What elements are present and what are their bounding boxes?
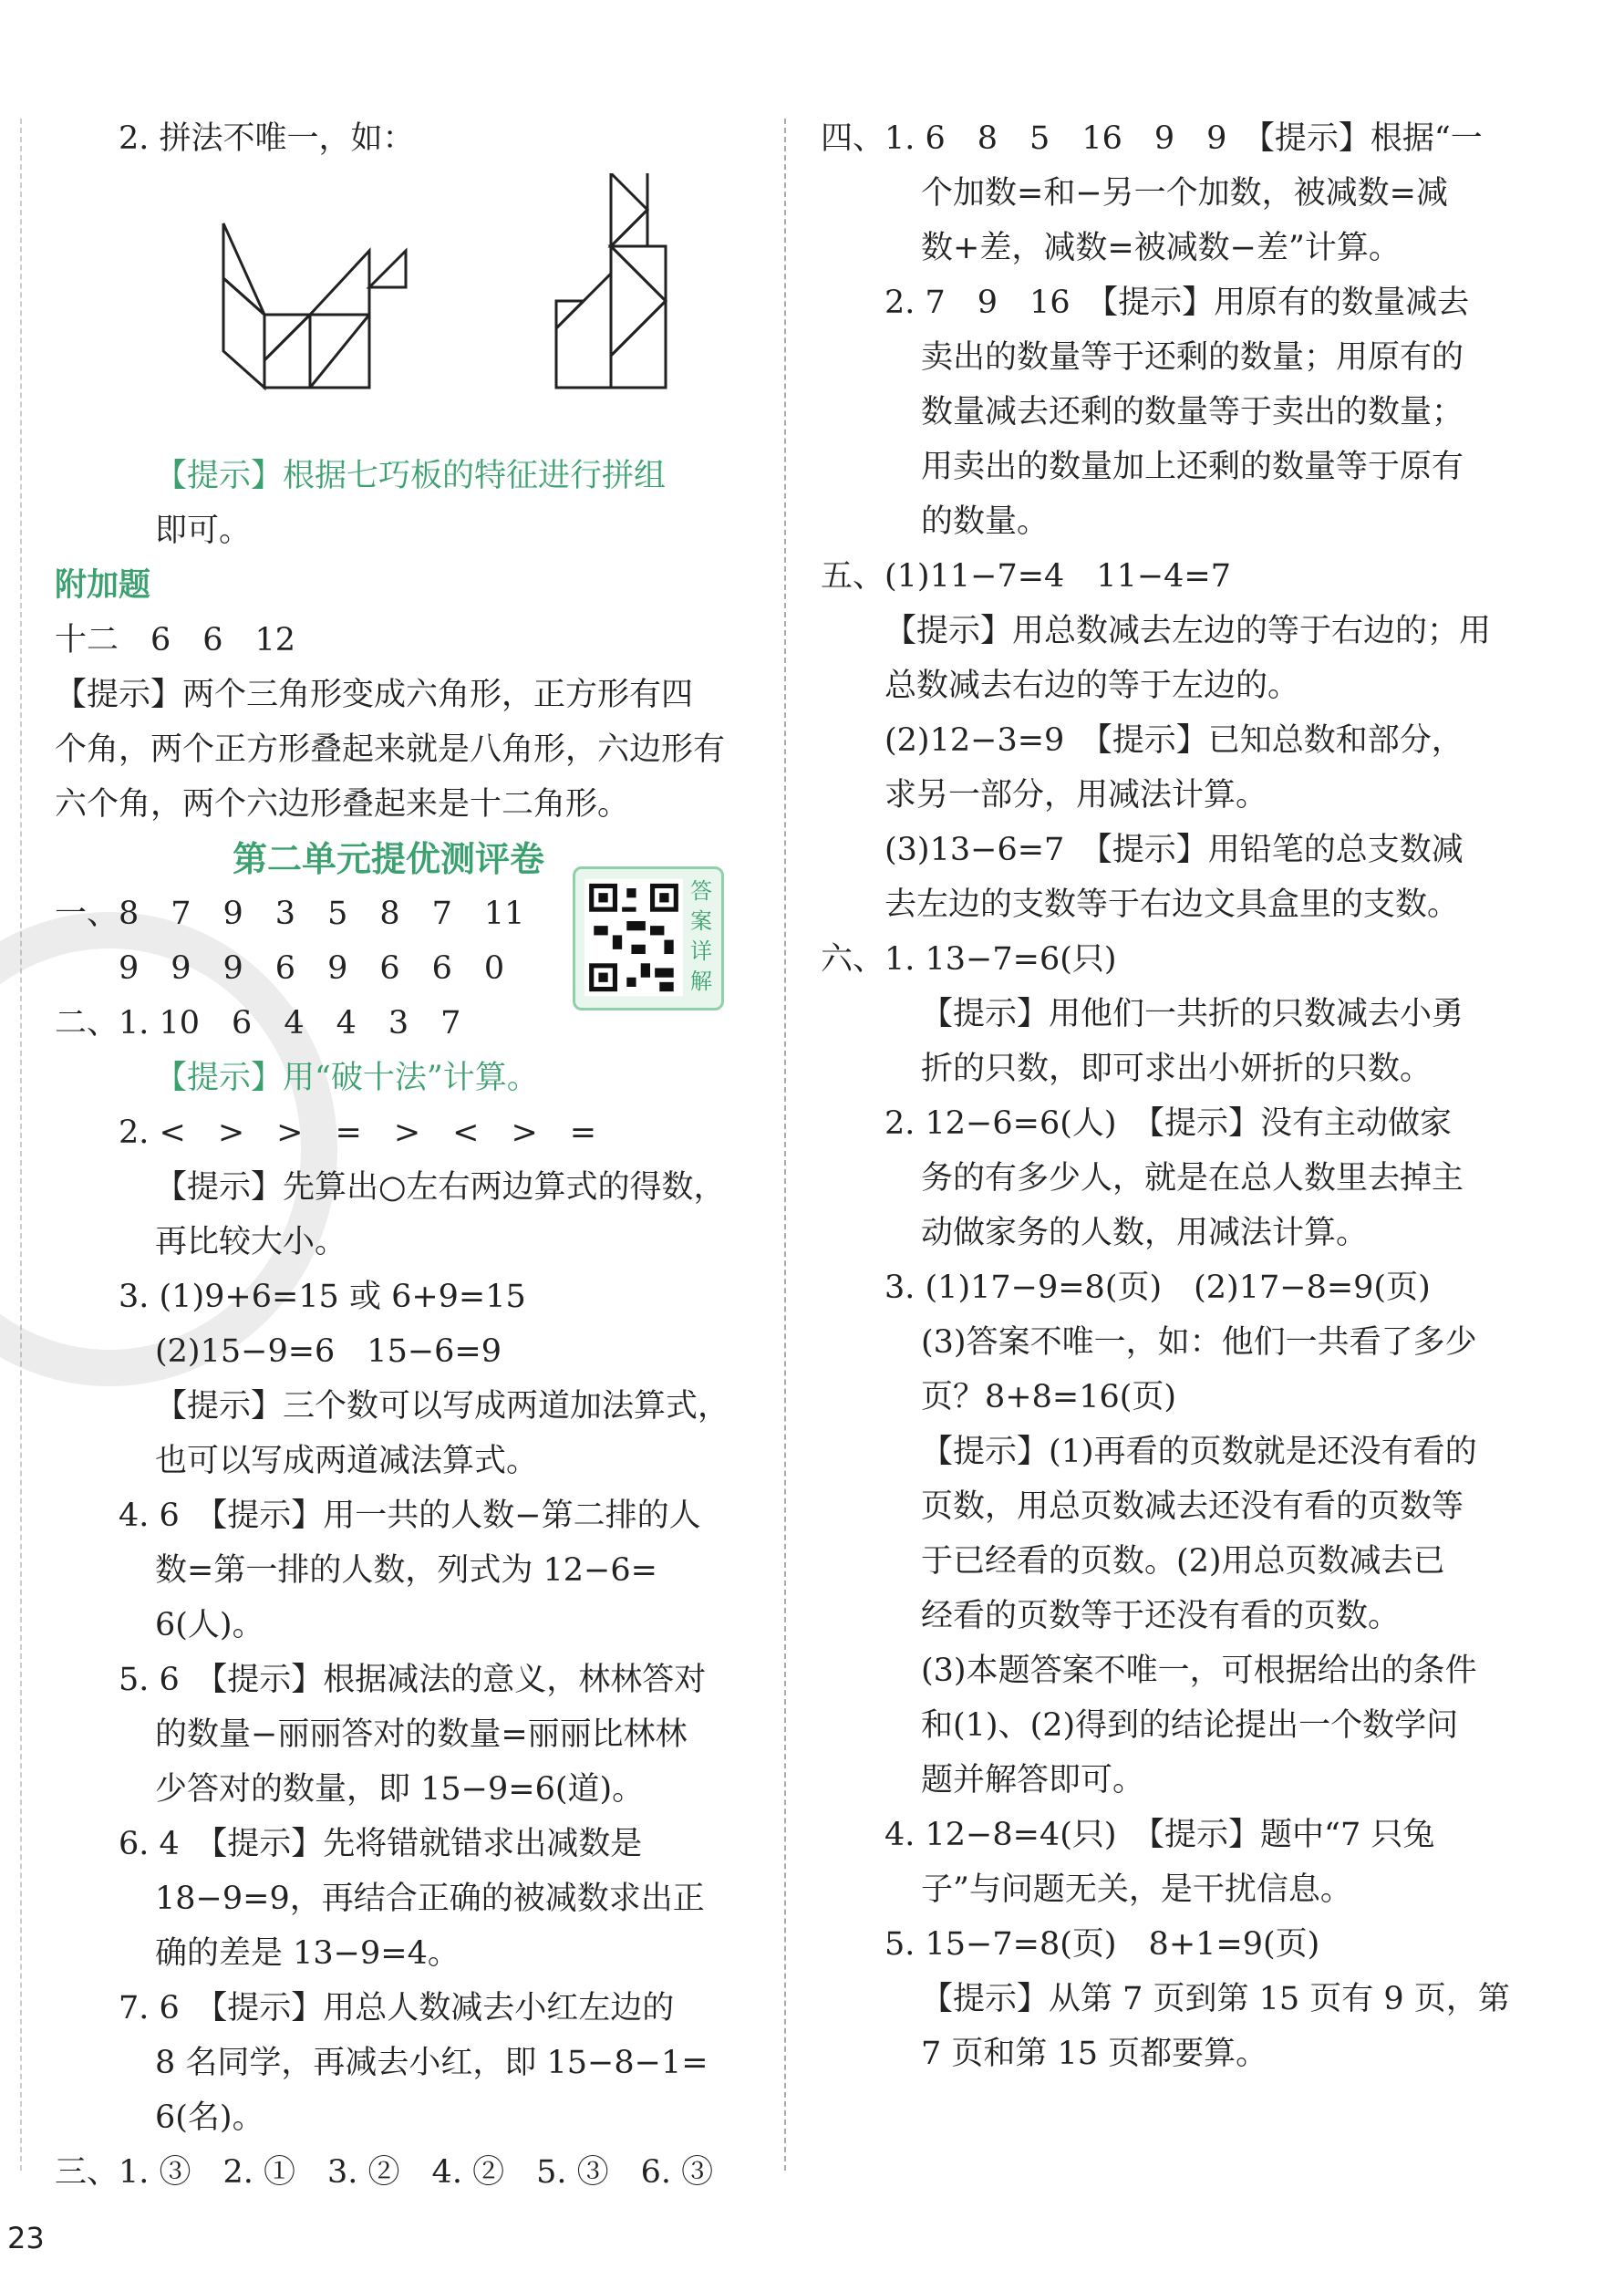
part-4-q1-cont: 个加数=和−另一个加数，被减数=减 <box>921 175 1448 212</box>
part-2-q7-cont2: 6(名)。 <box>155 2099 264 2136</box>
part-6-q5-hint-cont: 7 页和第 15 页都要算。 <box>921 2036 1268 2072</box>
part-2-q5: 5. 6 【提示】根据减法的意义，林林答对 <box>119 1662 707 1698</box>
part-6-q2: 2. 12−6=6(人) 【提示】没有主动做家 <box>884 1105 1453 1142</box>
part-2-q2-hint-cont: 再比较大小。 <box>155 1224 347 1260</box>
part-4-q2-cont4: 的数量。 <box>921 503 1050 540</box>
part-2-q5-cont2: 少答对的数量，即 15−9=6(道)。 <box>155 1771 645 1808</box>
bonus-heading: 附加题 <box>55 567 151 604</box>
part-2-q4-cont2: 6(人)。 <box>155 1607 264 1643</box>
bonus-hint-3: 六个角，两个六边形叠起来是十二角形。 <box>55 786 630 823</box>
part-6-q3-hint-5: (3)本题答案不唯一，可根据给出的条件 <box>921 1653 1477 1689</box>
part-2-q6-cont: 18−9=9，再结合正确的被减数求出正 <box>155 1881 705 1917</box>
page-number: 23 <box>7 2221 45 2255</box>
part-6-q2-cont2: 动做家务的人数，用减法计算。 <box>921 1215 1369 1251</box>
part-2-q1-hint: 【提示】用“破十法”计算。 <box>155 1060 539 1096</box>
part-6-q3-hint: 【提示】(1)再看的页数就是还没有看的 <box>921 1434 1477 1470</box>
part-5-q1-hint: 【提示】用总数减去左边的等于右边的；用 <box>884 613 1492 649</box>
part-4-q1-cont2: 数+差，减数=被减数−差”计算。 <box>921 230 1401 266</box>
part-2-q3-2: (2)15−9=6 15−6=9 <box>155 1333 502 1370</box>
part-6-q1: 六、1. 13−7=6(只) <box>821 941 1117 978</box>
part-1-row-1: 一、8 7 9 3 5 8 7 11 <box>55 896 525 932</box>
item-2-intro: 2. 拼法不唯一，如： <box>119 120 415 157</box>
part-4-q2-cont2: 数量减去还剩的数量等于卖出的数量； <box>921 394 1464 430</box>
part-2-q2-hint: 【提示】先算出○左右两边算式的得数， <box>155 1169 726 1206</box>
part-2-q4-cont: 数=第一排的人数，列式为 12−6= <box>155 1552 657 1589</box>
part-5-q2-cont: 求另一部分，用减法计算。 <box>884 777 1268 814</box>
hint-tangram-cont: 即可。 <box>155 513 252 549</box>
part-6-q2-cont: 务的有多少人，就是在总人数里去掉主 <box>921 1160 1464 1197</box>
part-4-q2: 2. 7 9 16 【提示】用原有的数量减去 <box>884 285 1470 321</box>
tangram-figures <box>210 173 757 410</box>
part-6-q3-hint-3: 于已经看的页数。(2)用总页数减去已 <box>921 1543 1445 1580</box>
tangram-cat-icon <box>556 173 666 388</box>
qr-code-icon <box>584 878 683 997</box>
part-4-q2-cont: 卖出的数量等于还剩的数量；用原有的 <box>921 339 1464 376</box>
part-6-q3-hint-4: 经看的页数等于还没有看的页数。 <box>921 1598 1401 1634</box>
bonus-hint-1: 【提示】两个三角形变成六角形，正方形有四 <box>55 677 694 713</box>
part-2-q4: 4. 6 【提示】用一共的人数−第二排的人 <box>119 1498 701 1534</box>
section-title: 第二单元提优测评卷 <box>233 839 545 879</box>
part-6-q5-hint: 【提示】从第 7 页到第 15 页有 9 页，第 <box>921 1981 1510 2017</box>
part-5-q2: (2)12−3=9 【提示】已知总数和部分， <box>884 722 1464 759</box>
part-6-q3-3: (3)答案不唯一，如：他们一共看了多少 <box>921 1324 1477 1361</box>
part-4-q2-cont3: 用卖出的数量加上还剩的数量等于原有 <box>921 449 1464 485</box>
part-3-answers: 三、1. ③ 2. ① 3. ② 4. ② 5. ③ 6. ③ <box>55 2154 714 2191</box>
part-6-q1-hint: 【提示】用他们一共折的只数减去小勇 <box>921 996 1464 1032</box>
part-2-q7: 7. 6 【提示】用总人数减去小红左边的 <box>119 1990 675 2026</box>
column-divider <box>784 119 786 2171</box>
part-6-q3-hint-7: 题并解答即可。 <box>921 1762 1145 1798</box>
part-6-q3-hint-6: 和(1)、(2)得到的结论提出一个数学问 <box>921 1707 1459 1744</box>
part-5-q1-hint-cont: 总数减去右边的等于左边的。 <box>884 668 1300 704</box>
part-6-q3-3-cont: 页？8+8=16(页) <box>921 1379 1177 1415</box>
part-6-q5: 5. 15−7=8(页) 8+1=9(页) <box>884 1926 1320 1963</box>
part-6-q4-cont: 子”与问题无关，是干扰信息。 <box>921 1871 1352 1908</box>
part-2-q3-hint: 【提示】三个数可以写成两道加法算式， <box>155 1388 730 1425</box>
part-6-q3: 3. (1)17−9=8(页) (2)17−8=9(页) <box>884 1270 1431 1306</box>
part-6-q3-hint-2: 页数，用总页数减去还没有看的页数等 <box>921 1488 1464 1525</box>
bonus-answer: 十二 6 6 12 <box>55 622 296 658</box>
part-5-q3: (3)13−6=7 【提示】用铅笔的总支数减 <box>884 832 1464 868</box>
qr-caption: 答案详解 <box>690 878 712 994</box>
part-2-q3-1: 3. (1)9+6=15 或 6+9=15 <box>119 1279 526 1315</box>
part-2-q7-cont: 8 名同学，再减去小红，即 15−8−1= <box>155 2045 709 2081</box>
hint-tangram: 【提示】根据七巧板的特征进行拼组 <box>155 458 667 494</box>
part-2-q6-cont2: 确的差是 13−9=4。 <box>155 1935 460 1972</box>
part-5-q3-cont: 去左边的支数等于右边文具盒里的支数。 <box>884 886 1460 923</box>
part-6-q4: 4. 12−8=4(只) 【提示】题中“7 只兔 <box>884 1817 1435 1853</box>
part-2-q6: 6. 4 【提示】先将错就错求出减数是 <box>119 1826 643 1862</box>
part-2-q1: 二、1. 10 6 4 4 3 7 <box>55 1005 461 1042</box>
tangram-dog-icon <box>223 223 406 388</box>
part-5-q1: 五、(1)11−7=4 11−4=7 <box>821 558 1232 595</box>
bonus-hint-2: 个角，两个正方形叠起来就是八角形，六边形有 <box>55 731 726 768</box>
part-4-q1: 四、1. 6 8 5 16 9 9 【提示】根据“一 <box>821 120 1483 157</box>
part-1-row-2: 9 9 9 6 9 6 6 0 <box>119 950 505 987</box>
part-2-q5-cont: 的数量−丽丽答对的数量=丽丽比林林 <box>155 1716 688 1753</box>
part-6-q1-hint-cont: 折的只数，即可求出小妍折的只数。 <box>921 1051 1433 1087</box>
part-2-q2: 2. < > > = > < > = <box>119 1114 597 1151</box>
qr-code-box[interactable] <box>573 866 724 1011</box>
part-2-q3-hint-cont: 也可以写成两道减法算式。 <box>155 1443 539 1479</box>
